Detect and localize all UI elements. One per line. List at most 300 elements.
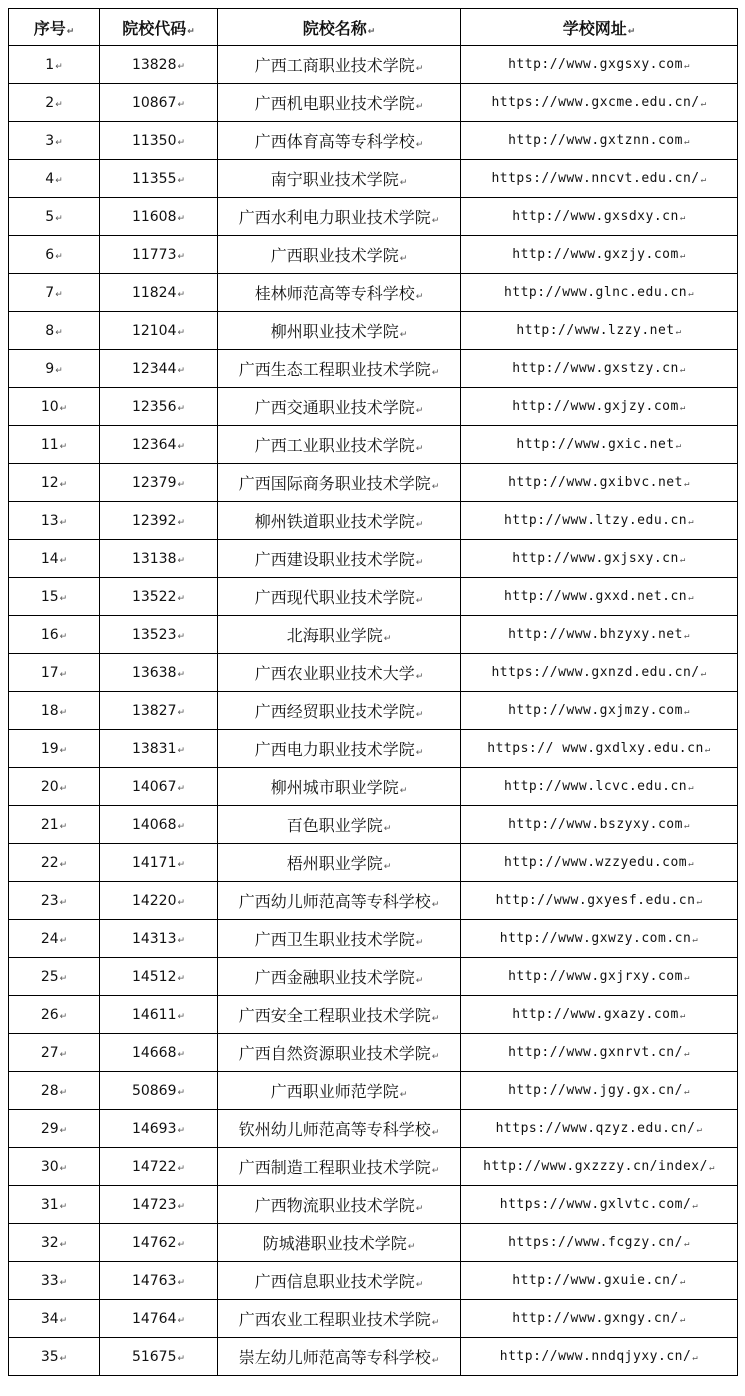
row-url-text: https://www.gxlvtc.com/ [499,1197,692,1212]
row-code-text: 13523 [131,626,177,643]
header-url: 学校网址↵ [461,9,738,46]
row-code-text: 14611 [131,1006,177,1023]
row-seq-text: 16 [40,626,59,643]
row-name: 崇左幼儿师范高等专科学校↵ [218,1338,461,1376]
row-name: 广西工业职业技术学院↵ [218,426,461,464]
row-url: http://www.gxgsxy.com↵ [461,46,738,84]
row-code-text: 11773 [131,246,177,263]
row-seq-text: 7 [45,284,55,301]
row-seq-text: 1 [45,56,55,73]
row-code-text: 14762 [131,1234,177,1251]
row-name: 梧州职业学院↵ [218,844,461,882]
row-seq: 11↵ [9,426,100,464]
row-url: http://www.gxjzy.com↵ [461,388,738,426]
row-seq: 6↵ [9,236,100,274]
table-row [9,654,738,692]
row-url: http://www.gxzjy.com↵ [461,236,738,274]
row-seq: 8↵ [9,312,100,350]
row-code: 13523↵ [100,616,218,654]
row-url: http://www.gxazy.com↵ [461,996,738,1034]
row-name-text: 广西生态工程职业技术学院 [238,360,431,379]
row-url: http://www.gxjmzy.com↵ [461,692,738,730]
row-name-text: 广西建设职业技术学院 [254,550,415,569]
row-url-text: https://www.nncvt.edu.cn/ [491,171,700,186]
row-name: 广西体育高等专科学校↵ [218,122,461,160]
row-code-text: 14693 [131,1120,177,1137]
row-seq: 25↵ [9,958,100,996]
row-seq: 31↵ [9,1186,100,1224]
table-row [9,388,738,426]
row-url-text: http://www.gxjsxy.cn [512,551,679,566]
row-name-text: 桂林师范高等专科学校 [254,284,415,303]
row-code: 11355↵ [100,160,218,198]
row-seq-text: 25 [40,968,59,985]
row-url: http://www.gxic.net↵ [461,426,738,464]
row-seq: 9↵ [9,350,100,388]
college-table-wrapper [8,8,737,1376]
row-url-text: http://www.gxxd.net.cn [503,589,688,604]
table-row [9,1148,738,1186]
row-name-text: 广西电力职业技术学院 [254,740,415,759]
row-seq: 3↵ [9,122,100,160]
row-code: 14722↵ [100,1148,218,1186]
row-name: 广西安全工程职业技术学院↵ [218,996,461,1034]
row-code-text: 13831 [131,740,177,757]
row-url-text: http://www.lcvc.edu.cn [503,779,688,794]
row-url-text: http://www.gxjrxy.com [508,969,683,984]
row-code-text: 11355 [131,170,177,187]
row-name-text: 崇左幼儿师范高等专科学校 [238,1348,431,1367]
row-name-text: 广西职业师范学院 [270,1082,399,1101]
header-name: 院校名称↵ [218,9,461,46]
row-code: 14611↵ [100,996,218,1034]
row-name-text: 广西交通职业技术学院 [254,398,415,417]
row-url: https://www.gxcme.edu.cn/↵ [461,84,738,122]
row-url-text: http://www.gxjzy.com [512,399,679,414]
row-name: 广西制造工程职业技术学院↵ [218,1148,461,1186]
row-url-text: https://www.qzyz.edu.cn/ [495,1121,696,1136]
row-code: 14512↵ [100,958,218,996]
row-code: 13638↵ [100,654,218,692]
row-code-text: 14220 [131,892,177,909]
row-code: 10867↵ [100,84,218,122]
row-seq: 34↵ [9,1300,100,1338]
row-name: 北海职业学院↵ [218,616,461,654]
row-name: 广西水利电力职业技术学院↵ [218,198,461,236]
row-name-text: 广西农业工程职业技术学院 [238,1310,431,1329]
row-url-text: https:// www.gxdlxy.edu.cn [487,741,704,756]
row-name: 广西生态工程职业技术学院↵ [218,350,461,388]
table-row [9,84,738,122]
row-name: 广西自然资源职业技术学院↵ [218,1034,461,1072]
row-code-text: 12344 [131,360,177,377]
row-url-text: http://www.gxzjy.com [512,247,679,262]
row-code-text: 14764 [131,1310,177,1327]
row-name: 桂林师范高等专科学校↵ [218,274,461,312]
row-seq-text: 31 [40,1196,59,1213]
table-row [9,1034,738,1072]
row-url: http://www.glnc.edu.cn↵ [461,274,738,312]
row-seq-text: 14 [40,550,59,567]
row-name-text: 百色职业学院 [286,816,383,835]
row-code: 14762↵ [100,1224,218,1262]
row-seq-text: 12 [40,474,59,491]
row-seq: 28↵ [9,1072,100,1110]
row-url-text: http://www.gxic.net [516,437,675,452]
row-url-text: http://www.gxzzzy.cn/index/ [483,1159,708,1174]
row-seq: 26↵ [9,996,100,1034]
college-table [8,8,738,1376]
row-seq-text: 34 [40,1310,59,1327]
row-name: 广西职业技术学院↵ [218,236,461,274]
row-seq: 5↵ [9,198,100,236]
row-seq: 21↵ [9,806,100,844]
row-url: http://www.gxnrvt.cn/↵ [461,1034,738,1072]
table-row [9,1300,738,1338]
row-name-text: 广西体育高等专科学校 [254,132,415,151]
row-seq: 24↵ [9,920,100,958]
row-code-text: 10867 [131,94,177,111]
row-url: http://www.gxuie.cn/↵ [461,1262,738,1300]
table-row [9,768,738,806]
table-row [9,616,738,654]
row-url: http://www.jgy.gx.cn/↵ [461,1072,738,1110]
table-row [9,806,738,844]
row-name: 柳州城市职业学院↵ [218,768,461,806]
row-code: 12356↵ [100,388,218,426]
row-seq-text: 22 [40,854,59,871]
row-seq-text: 11 [40,436,59,453]
row-seq: 27↵ [9,1034,100,1072]
row-seq-text: 15 [40,588,59,605]
row-url-text: http://www.ltzy.edu.cn [503,513,688,528]
table-row [9,730,738,768]
row-seq: 22↵ [9,844,100,882]
table-row [9,46,738,84]
row-seq: 30↵ [9,1148,100,1186]
row-url-text: http://www.glnc.edu.cn [503,285,688,300]
row-code-text: 51675 [131,1348,177,1365]
row-seq: 7↵ [9,274,100,312]
row-seq: 33↵ [9,1262,100,1300]
row-seq: 19↵ [9,730,100,768]
row-name-text: 广西职业技术学院 [270,246,399,265]
row-seq: 13↵ [9,502,100,540]
table-row [9,1224,738,1262]
row-code-text: 13138 [131,550,177,567]
table-header [9,9,738,46]
row-url: https://www.qzyz.edu.cn/↵ [461,1110,738,1148]
table-row [9,464,738,502]
row-url-text: http://www.wzzyedu.com [503,855,688,870]
row-url: http://www.gxjsxy.cn↵ [461,540,738,578]
table-row [9,1072,738,1110]
row-code-text: 11350 [131,132,177,149]
row-url-text: http://www.bhzyxy.net [508,627,683,642]
row-code-text: 14723 [131,1196,177,1213]
row-code-text: 14313 [131,930,177,947]
row-seq-text: 13 [40,512,59,529]
row-code: 13138↵ [100,540,218,578]
row-seq: 2↵ [9,84,100,122]
table-row [9,882,738,920]
row-seq-text: 30 [40,1158,59,1175]
row-seq-text: 23 [40,892,59,909]
header-row [9,9,738,46]
row-name: 广西现代职业技术学院↵ [218,578,461,616]
row-seq: 1↵ [9,46,100,84]
row-code-text: 13828 [131,56,177,73]
row-name-text: 广西国际商务职业技术学院 [238,474,431,493]
row-code-text: 11608 [131,208,177,225]
row-seq-text: 20 [40,778,59,795]
row-url: http://www.gxngy.cn/↵ [461,1300,738,1338]
row-seq: 12↵ [9,464,100,502]
row-code-text: 12392 [131,512,177,529]
row-code: 14067↵ [100,768,218,806]
row-name: 广西职业师范学院↵ [218,1072,461,1110]
row-url-text: http://www.gxyesf.edu.cn [495,893,696,908]
row-url-text: http://www.gxnrvt.cn/ [508,1045,683,1060]
row-code: 12104↵ [100,312,218,350]
row-code-text: 12356 [131,398,177,415]
row-seq-text: 21 [40,816,59,833]
table-row [9,312,738,350]
row-url: https://www.gxlvtc.com/↵ [461,1186,738,1224]
row-code: 13522↵ [100,578,218,616]
row-seq-text: 17 [40,664,59,681]
row-name-text: 广西制造工程职业技术学院 [238,1158,431,1177]
row-name: 广西国际商务职业技术学院↵ [218,464,461,502]
row-url-text: https://www.fcgzy.cn/ [508,1235,683,1250]
row-code-text: 14722 [131,1158,177,1175]
table-row [9,844,738,882]
row-url-text: https://www.gxcme.edu.cn/ [491,95,700,110]
row-url: http://www.lzzy.net↵ [461,312,738,350]
row-url-text: http://www.bszyxy.com [508,817,683,832]
row-code: 11773↵ [100,236,218,274]
row-code-text: 13827 [131,702,177,719]
row-url: http://www.lcvc.edu.cn↵ [461,768,738,806]
row-seq-text: 2 [45,94,55,111]
row-url: http://www.bszyxy.com↵ [461,806,738,844]
row-name-text: 柳州城市职业学院 [270,778,399,797]
table-row [9,1338,738,1376]
table-row [9,350,738,388]
row-name: 广西物流职业技术学院↵ [218,1186,461,1224]
row-url-text: http://www.nndqjyxy.cn/ [499,1349,692,1364]
row-url: https://www.gxnzd.edu.cn/↵ [461,654,738,692]
row-url: http://www.bhzyxy.net↵ [461,616,738,654]
row-seq-text: 9 [45,360,55,377]
row-url-text: http://www.jgy.gx.cn/ [508,1083,683,1098]
table-row [9,426,738,464]
row-code-text: 12379 [131,474,177,491]
row-url-text: http://www.gxuie.cn/ [512,1273,679,1288]
row-name: 广西建设职业技术学院↵ [218,540,461,578]
row-code: 14068↵ [100,806,218,844]
row-url-text: http://www.gxwzy.com.cn [499,931,692,946]
row-seq-text: 10 [40,398,59,415]
row-seq: 16↵ [9,616,100,654]
row-code: 11350↵ [100,122,218,160]
row-code: 13831↵ [100,730,218,768]
table-row [9,920,738,958]
row-code: 12379↵ [100,464,218,502]
row-url: http://www.nndqjyxy.cn/↵ [461,1338,738,1376]
row-name: 柳州铁道职业技术学院↵ [218,502,461,540]
row-name-text: 广西卫生职业技术学院 [254,930,415,949]
row-name: 广西金融职业技术学院↵ [218,958,461,996]
row-name-text: 广西农业职业技术大学 [254,664,415,683]
row-name-text: 广西金融职业技术学院 [254,968,415,987]
row-name: 广西农业工程职业技术学院↵ [218,1300,461,1338]
row-seq: 14↵ [9,540,100,578]
row-name-text: 广西工业职业技术学院 [254,436,415,455]
row-seq: 10↵ [9,388,100,426]
row-name: 柳州职业技术学院↵ [218,312,461,350]
row-url: http://www.gxtznn.com↵ [461,122,738,160]
row-seq-text: 4 [45,170,55,187]
row-seq: 18↵ [9,692,100,730]
row-code: 50869↵ [100,1072,218,1110]
row-seq-text: 18 [40,702,59,719]
row-seq-text: 33 [40,1272,59,1289]
row-code: 12392↵ [100,502,218,540]
row-name: 百色职业学院↵ [218,806,461,844]
row-seq: 17↵ [9,654,100,692]
row-code: 14723↵ [100,1186,218,1224]
row-name: 钦州幼儿师范高等专科学校↵ [218,1110,461,1148]
row-name-text: 南宁职业技术学院 [270,170,399,189]
row-name-text: 梧州职业学院 [286,854,383,873]
row-url: http://www.gxyesf.edu.cn↵ [461,882,738,920]
row-code-text: 12364 [131,436,177,453]
row-seq-text: 3 [45,132,55,149]
row-name-text: 广西幼儿师范高等专科学校 [238,892,431,911]
row-code-text: 14068 [131,816,177,833]
row-code: 14763↵ [100,1262,218,1300]
row-code: 13827↵ [100,692,218,730]
row-seq-text: 5 [45,208,55,225]
row-name-text: 广西安全工程职业技术学院 [238,1006,431,1025]
row-code: 51675↵ [100,1338,218,1376]
row-name-text: 广西经贸职业技术学院 [254,702,415,721]
row-url-text: http://www.lzzy.net [516,323,675,338]
row-name: 广西农业职业技术大学↵ [218,654,461,692]
row-code-text: 14067 [131,778,177,795]
table-row [9,1186,738,1224]
row-seq-text: 8 [45,322,55,339]
row-code-text: 14668 [131,1044,177,1061]
row-code-text: 14763 [131,1272,177,1289]
table-row [9,1110,738,1148]
row-code: 13828↵ [100,46,218,84]
row-name: 广西经贸职业技术学院↵ [218,692,461,730]
row-url: http://www.ltzy.edu.cn↵ [461,502,738,540]
row-name-text: 广西自然资源职业技术学院 [238,1044,431,1063]
row-name-text: 广西工商职业技术学院 [254,56,415,75]
row-seq-text: 35 [40,1348,59,1365]
row-url: https://www.fcgzy.cn/↵ [461,1224,738,1262]
row-name: 广西工商职业技术学院↵ [218,46,461,84]
row-url: http://www.wzzyedu.com↵ [461,844,738,882]
row-code-text: 13522 [131,588,177,605]
row-url: https://www.nncvt.edu.cn/↵ [461,160,738,198]
table-row [9,996,738,1034]
table-body [9,46,738,1376]
row-name-text: 北海职业学院 [286,626,383,645]
row-url-text: http://www.gxsdxy.cn [512,209,679,224]
table-row [9,198,738,236]
table-row [9,160,738,198]
row-name-text: 广西现代职业技术学院 [254,588,415,607]
row-seq: 4↵ [9,160,100,198]
row-code: 14668↵ [100,1034,218,1072]
row-seq-text: 19 [40,740,59,757]
row-code: 14171↵ [100,844,218,882]
row-name: 广西卫生职业技术学院↵ [218,920,461,958]
row-url: http://www.gxjrxy.com↵ [461,958,738,996]
row-code: 14313↵ [100,920,218,958]
row-name-text: 广西信息职业技术学院 [254,1272,415,1291]
row-seq: 29↵ [9,1110,100,1148]
row-code: 12344↵ [100,350,218,388]
row-url: http://www.gxsdxy.cn↵ [461,198,738,236]
row-url: http://www.gxibvc.net↵ [461,464,738,502]
row-seq: 35↵ [9,1338,100,1376]
table-row [9,274,738,312]
row-url: http://www.gxstzy.cn↵ [461,350,738,388]
row-seq-text: 6 [45,246,55,263]
row-seq-text: 29 [40,1120,59,1137]
row-seq: 15↵ [9,578,100,616]
row-url-text: http://www.gxtznn.com [508,133,683,148]
header-seq: 序号↵ [9,9,100,46]
row-code-text: 11824 [131,284,177,301]
row-code: 12364↵ [100,426,218,464]
row-name-text: 柳州铁道职业技术学院 [254,512,415,531]
row-name-text: 广西水利电力职业技术学院 [238,208,431,227]
row-code: 14220↵ [100,882,218,920]
table-row [9,502,738,540]
row-name: 广西幼儿师范高等专科学校↵ [218,882,461,920]
row-name-text: 钦州幼儿师范高等专科学校 [238,1120,431,1139]
row-code-text: 14171 [131,854,177,871]
row-name: 广西电力职业技术学院↵ [218,730,461,768]
row-seq: 23↵ [9,882,100,920]
table-row [9,692,738,730]
row-seq-text: 24 [40,930,59,947]
row-name: 广西机电职业技术学院↵ [218,84,461,122]
row-name-text: 防城港职业技术学院 [262,1234,407,1253]
row-seq-text: 27 [40,1044,59,1061]
row-code-text: 50869 [131,1082,177,1099]
row-url: http://www.gxzzzy.cn/index/↵ [461,1148,738,1186]
row-url: http://www.gxwzy.com.cn↵ [461,920,738,958]
row-url-text: http://www.gxngy.cn/ [512,1311,679,1326]
row-name: 广西交通职业技术学院↵ [218,388,461,426]
table-row [9,578,738,616]
row-name-text: 柳州职业技术学院 [270,322,399,341]
row-name: 广西信息职业技术学院↵ [218,1262,461,1300]
row-url-text: http://www.gxgsxy.com [508,57,683,72]
row-name-text: 广西物流职业技术学院 [254,1196,415,1215]
row-code: 14764↵ [100,1300,218,1338]
row-name: 防城港职业技术学院↵ [218,1224,461,1262]
row-code: 11608↵ [100,198,218,236]
row-code-text: 14512 [131,968,177,985]
